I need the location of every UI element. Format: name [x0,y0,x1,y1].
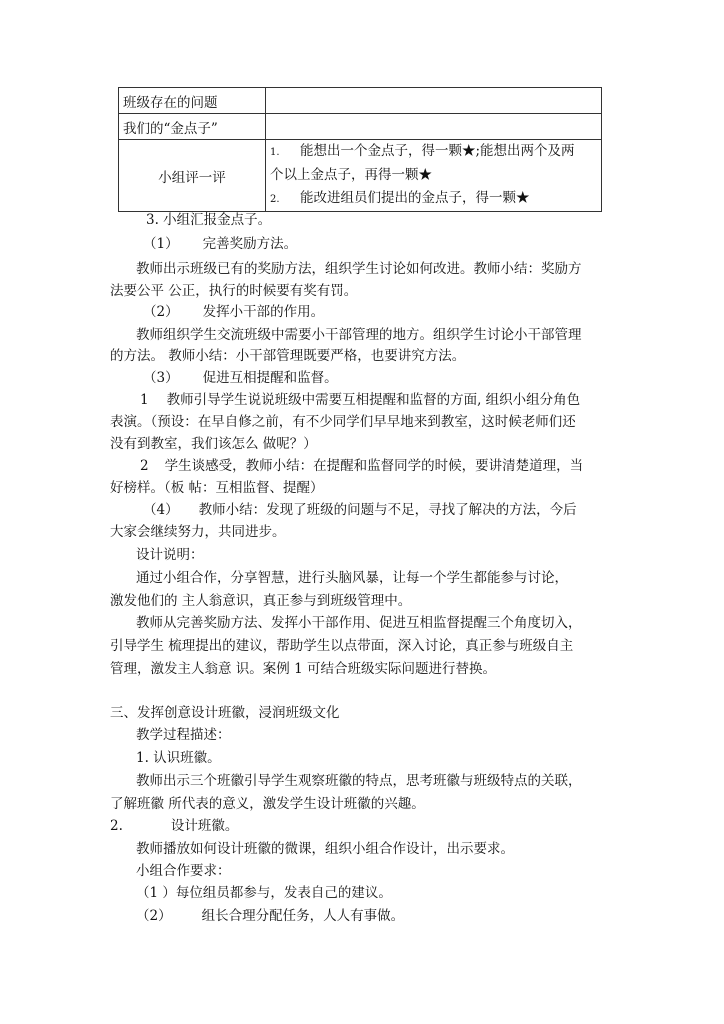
paragraph-line: 没有到教室，我们该怎么 做呢？） [110,436,317,452]
table-row [119,114,602,140]
evaluation-table [118,87,602,212]
list-text: 学生谈感受，教师小结：在提醒和监督同学的时候，要讲清楚道理，当 [164,458,584,474]
list-text: 完善奖励方法。 [202,236,298,252]
scoring-rule-1-cont [270,164,597,187]
rule-text: 个以上金点子，再得一颗★ [270,167,432,183]
list-item [143,368,338,388]
scoring-rules-cell [266,140,602,212]
list-number: （4） [143,502,179,518]
list-number: （1） [143,236,179,252]
list-item [140,390,580,410]
paragraph-line: 好榜样。（板 帖：互相监督、提醒） [110,480,324,496]
paragraph-line: 教师组织学生交流班级中需要小干部管理的地方。组织学生讨论小干部管理 [136,327,582,343]
section-label: 设计说明： [136,547,204,563]
rule-number: 2. [270,194,280,205]
list-item [110,816,238,836]
list-number: （2） [143,304,179,320]
paragraph-line: 教师播放如何设计班徽的微课，组织小组合作设计，出示要求。 [136,841,514,857]
table-cell-value [266,88,602,114]
paragraph-line: 教师出示班级已有的奖励方法，组织学生讨论如何改进。教师小结：奖励方 [136,261,582,277]
paragraph-line: 教师出示三个班徽引导学生观察班徽的特点，思考班徽与班级特点的关联， [136,773,582,789]
table-cell-label: 班级存在的问题 [119,88,266,114]
table-cell-value [266,114,602,140]
scoring-rule-1 [270,140,597,164]
paragraph-line: 法要公平 公正，执行的时候要有奖有罚。 [110,283,358,299]
list-item [143,500,577,520]
paragraph-line: 表演。（预设：在早自修之前，有不少同学们早早地来到教室，这时候老师们还 [110,414,576,430]
section-heading: 三、发挥创意设计班徽，浸润班级文化 [110,705,340,721]
table-row [119,88,602,114]
list-text: 组长合理分配任务，人人有事做。 [201,908,405,924]
section-label: 小组合作要求： [136,863,231,879]
list-text: 促进互相提醒和监督。 [202,370,338,386]
scoring-rule-2 [270,187,597,211]
paragraph-line: 1. 认识班徽。 [136,750,221,766]
table-cell-label: 小组评一评 [119,140,266,212]
list-text: 设计班徽。 [170,818,239,834]
table-cell-label: 我们的“金点子” [119,114,266,140]
paragraph-line: 通过小组合作，分享智慧，进行头脑风暴，让每一个学生都能参与讨论， [136,570,568,586]
rule-text: 能想出一个金点子，得一颗★;能想出两个及两 [300,143,575,159]
list-number: （3） [143,370,179,386]
list-item [136,906,404,926]
list-item: （1 ）每位组员都参与，发表自己的建议。 [136,885,392,901]
table-row [119,140,602,212]
paragraph-line: 管理，激发主人翁意 识。案例 1 可结合班级实际问题进行替换。 [110,661,496,677]
rule-number: 1. [270,147,280,158]
list-item [143,302,324,322]
paragraph-line: 的方法。 教师小结：小干部管理既要严格，也要讲究方法。 [110,348,466,364]
list-number: 2. [110,818,123,834]
paragraph-line: 大家会继续努力，共同进步。 [110,524,286,540]
list-number: 1 [140,392,149,408]
paragraph-line: 引导学生 梳理提出的建议，帮助学生以点带面，深入讨论，真正参与班级自主 [110,638,574,654]
paragraph-line: 激发他们的 主人翁意识，真正参与到班级管理中。 [110,593,412,609]
list-item [140,456,583,476]
paragraph-line: 了解班徽 所代表的意义，激发学生设计班徽的兴趣。 [110,796,425,812]
paragraph-line: 3. 小组汇报金点子。 [146,212,272,228]
list-text: 教师小结：发现了班级的问题与不足，寻找了解决的方法，今后 [198,502,577,518]
list-text: 教师引导学生说说班级中需要互相提醒和监督的方面, 组织小组分角色 [166,392,581,408]
list-item [143,234,297,254]
section-label: 教学过程描述： [136,727,231,743]
list-number: （2） [136,908,172,924]
rule-text: 能改进组员们提出的金点子，得一颗★ [300,190,530,206]
list-text: 发挥小干部的作用。 [202,304,325,320]
list-number: 2 [140,458,149,474]
paragraph-line: 教师从完善奖励方法、发挥小干部作用、促进互相监督提醒三个角度切入， [136,615,582,631]
